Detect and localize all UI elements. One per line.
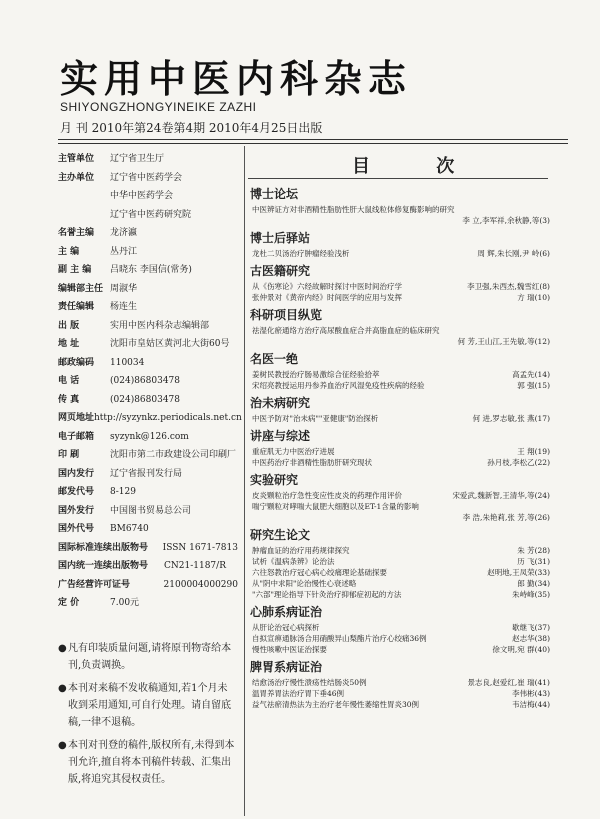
toc-section-heading: 博士论坛 <box>250 187 299 201</box>
toc-entry-author-page: 宋爱武,魏新智,王清华,等(24) <box>452 491 550 500</box>
toc-entry-title: 结愈汤治疗慢性溃疡性结肠炎50例 <box>252 678 367 687</box>
masthead-row <box>58 446 238 465</box>
masthead-row <box>58 483 238 502</box>
masthead <box>58 150 242 613</box>
toc-section-heading: 博士后驿站 <box>250 231 311 245</box>
bullet-icon: ● <box>58 643 67 654</box>
masthead-label: 邮发代号 <box>58 487 95 498</box>
toc-entry[interactable] <box>252 501 550 523</box>
toc-entry-title: 试析《温病条辨》论治法 <box>252 557 335 566</box>
masthead-value: 辽宁省报刊发行局 <box>110 468 183 479</box>
column-divider <box>244 146 245 816</box>
toc-entry-author-page: 赵志华(38) <box>512 634 550 643</box>
masthead-label: 国际标准连续出版物号 <box>58 542 149 553</box>
toc-entry[interactable] <box>252 622 550 633</box>
masthead-row <box>58 261 238 280</box>
masthead-label: 责任编辑 <box>58 302 95 313</box>
toc-entry-author-page: 韦洁梅(44) <box>512 700 550 709</box>
toc-entry-title: 张仲景对《黄帝内经》时间医学的应用与发挥 <box>252 293 402 302</box>
masthead-row <box>58 169 238 188</box>
toc-entry-author-page: 朱 芳(28) <box>517 546 550 555</box>
toc-entry-title: 自拟宣痹通脉汤合用硝酸异山梨酯片治疗心绞痛36例 <box>252 634 427 643</box>
toc-entry-title: 中医予防对"治未病""亚健康"防治探析 <box>252 414 379 423</box>
toc-entry[interactable] <box>252 281 550 292</box>
toc-entry-author-page: 高孟先(14) <box>512 370 550 379</box>
masthead-row <box>58 354 238 373</box>
toc-entry[interactable] <box>252 292 550 303</box>
toc-entry[interactable] <box>252 369 550 380</box>
toc-section-heading: 古医籍研究 <box>250 264 311 278</box>
masthead-label: 定 价 <box>58 598 80 609</box>
table-of-contents <box>250 182 550 710</box>
toc-entry-title: "六部"理论指导下针灸治疗抑郁症初起的方法 <box>252 590 402 599</box>
toc-entry-title: 皮炎颗粒治疗急性变应性皮炎的药理作用评价 <box>252 491 402 500</box>
masthead-value: (024)86803478 <box>110 394 181 405</box>
masthead-value: 吕晓东 李国信(常务) <box>110 265 192 276</box>
toc-entry[interactable] <box>252 688 550 699</box>
masthead-row <box>58 557 238 576</box>
toc-entry-author-page: 李卫强,朱西杰,魏雪红(8) <box>467 282 550 291</box>
masthead-label: 主 编 <box>58 246 80 257</box>
toc-entry-author-page: 周 辉,朱长刚,尹 岭(6) <box>477 249 550 258</box>
toc-entry[interactable] <box>252 457 550 468</box>
masthead-label: 网页地址 <box>58 413 95 424</box>
masthead-value: 实用中医内科杂志编辑部 <box>110 320 210 331</box>
toc-entry[interactable] <box>252 325 550 347</box>
toc-entry[interactable] <box>252 567 550 578</box>
toc-section-heading: 心肺系病证治 <box>250 605 323 619</box>
masthead-row <box>58 520 238 539</box>
masthead-value: 杨连生 <box>110 302 138 313</box>
toc-entry-author-page: 郭 强(15) <box>517 381 550 390</box>
toc-entry[interactable] <box>252 204 550 226</box>
masthead-label: 名誉主编 <box>58 228 95 239</box>
toc-entry-author-page: 王 翔(19) <box>517 447 550 456</box>
toc-section-heading: 科研项目纵览 <box>250 308 323 322</box>
notice-item <box>58 640 236 674</box>
toc-entry[interactable] <box>252 699 550 710</box>
masthead-label: 副 主 编 <box>58 265 92 276</box>
masthead-value: 辽宁省中医药研究院 <box>110 209 192 220</box>
notice-item <box>58 680 236 731</box>
bullet-icon: ● <box>58 740 67 751</box>
masthead-value: 中国图书贸易总公司 <box>110 505 192 516</box>
notice-text: 凡有印装质量问题,请将原刊物寄给本刊,负责调换。 <box>68 643 232 671</box>
masthead-value: 8-129 <box>110 487 136 498</box>
masthead-value: 7.00元 <box>110 598 140 609</box>
masthead-row <box>58 150 238 169</box>
masthead-row <box>58 317 238 336</box>
masthead-row <box>58 465 238 484</box>
notices <box>58 640 236 794</box>
masthead-row <box>58 409 242 428</box>
masthead-row <box>58 594 238 613</box>
toc-section-heading: 研究生论文 <box>250 528 311 542</box>
masthead-value: 沈阳市第二市政建设公司印刷厂 <box>110 450 237 461</box>
toc-entry-title: 慢性咳嗽中医证治探要 <box>252 645 327 654</box>
masthead-label: 主办单位 <box>58 172 95 183</box>
toc-entry-author-page: 郎 勤(34) <box>517 579 550 588</box>
masthead-value: 110034 <box>110 357 145 368</box>
masthead-value: 2100004000290 <box>163 579 238 590</box>
masthead-row <box>58 539 238 558</box>
toc-entry[interactable] <box>252 556 550 567</box>
masthead-value: 丛丹江 <box>110 246 138 257</box>
masthead-row <box>58 335 238 354</box>
toc-entry-author-page: 方 瑞(10) <box>517 293 550 302</box>
toc-entry-title: 重症肌无力中医治疗进展 <box>252 447 335 456</box>
journal-title: 实用中医内科杂志 <box>60 57 413 101</box>
masthead-label: 电子邮箱 <box>58 431 95 442</box>
toc-entry[interactable] <box>252 677 550 688</box>
masthead-value: ISSN 1671-7813 <box>162 542 238 553</box>
masthead-row <box>58 391 238 410</box>
masthead-value[interactable]: http://syzynkz.periodicals.net.cn <box>94 413 242 424</box>
toc-entry-title: 中医辨证方对非酒精性脂肪性肝大鼠线粒体修复酶影响的研究 <box>252 205 455 214</box>
bullet-icon: ● <box>58 683 67 694</box>
masthead-label: 主管单位 <box>58 154 95 165</box>
masthead-label: 国外发行 <box>58 505 95 516</box>
header-rule-top <box>58 139 568 140</box>
toc-entry-author-page: 赵明地,王凤荣(33) <box>487 568 550 577</box>
masthead-value[interactable]: syzynk@126.com <box>110 431 189 442</box>
toc-entry-author-page: 景志良,赵爱红,崔 瑞(41) <box>467 678 550 687</box>
issue-line: 月 刊 2010年第24卷第4期 2010年4月25日出版 <box>60 121 323 135</box>
notice-text: 本刊对刊登的稿件,版权所有,未得到本刊允许,擅自将本刊稿件转载、汇集出版,将追究其侵权责任。 <box>68 740 235 785</box>
toc-entry-author-page: 何 进,罗志敏,张 燕(17) <box>472 414 550 423</box>
toc-section-heading: 讲座与综述 <box>250 429 311 443</box>
masthead-row <box>58 187 238 206</box>
toc-section-heading: 实验研究 <box>250 473 299 487</box>
toc-section-heading: 治未病研究 <box>250 396 311 410</box>
toc-entry[interactable] <box>252 545 550 556</box>
masthead-row <box>58 298 238 317</box>
toc-entry-author-page: 历 飞(31) <box>517 557 550 566</box>
masthead-label: 电 话 <box>58 376 80 387</box>
toc-section-heading: 脾胃系病证治 <box>250 660 323 674</box>
journal-romanization: SHIYONGZHONGYINEIKE ZAZHI <box>60 100 257 114</box>
toc-entry-author-page: 李 立,李军祥,余秋静,等(3) <box>462 216 550 225</box>
toc-entry-author-page: 何 芳,王山江,王先敏,等(12) <box>457 337 550 346</box>
masthead-label: 国内发行 <box>58 468 95 479</box>
masthead-value: BM6740 <box>110 524 149 535</box>
toc-entry-author-page: 李 浩,朱艳莉,张 芳,等(26) <box>462 513 550 522</box>
masthead-label: 印 刷 <box>58 450 80 461</box>
masthead-value: 周淑华 <box>110 283 138 294</box>
toc-entry-author-page: 歇继飞(37) <box>512 623 550 632</box>
masthead-value: 沈阳市皇姑区黄河北大街60号 <box>110 339 230 350</box>
toc-entry-title: 姜树民教授治疗肠易激综合征经验拾萃 <box>252 370 380 379</box>
masthead-label: 出 版 <box>58 320 80 331</box>
masthead-row <box>58 243 238 262</box>
toc-entry-title: 从《伤寒论》六经故解时探讨中医时间治疗学 <box>252 282 402 291</box>
toc-entry[interactable] <box>252 248 550 259</box>
masthead-row <box>58 502 238 521</box>
toc-title-rule <box>248 178 548 179</box>
toc-entry-title: 肿瘤血证的治疗用药规律探究 <box>252 546 350 555</box>
toc-section-heading: 名医一绝 <box>250 352 299 366</box>
toc-entry-author-page: 徐文明,宛 群(40) <box>492 645 550 654</box>
toc-entry-author-page: 李伟彬(43) <box>512 689 550 698</box>
toc-entry-author-page: 孙月枝,李松乙(22) <box>487 458 550 467</box>
masthead-value: CN21-1187/R <box>164 561 226 572</box>
toc-entry[interactable] <box>252 413 550 424</box>
masthead-label: 国内统一连续出版物号 <box>58 561 149 572</box>
masthead-row <box>58 206 238 225</box>
masthead-label: 编辑部主任 <box>58 283 104 294</box>
masthead-label: 邮政编码 <box>58 357 95 368</box>
masthead-value: 辽宁省中医药学会 <box>110 172 183 183</box>
toc-entry[interactable] <box>252 578 550 589</box>
toc-entry-title: 从肝论治冠心病探析 <box>252 623 320 632</box>
masthead-label: 传 真 <box>58 394 80 405</box>
masthead-value: 中华中医药学会 <box>110 191 174 202</box>
masthead-label: 地 址 <box>58 339 80 350</box>
masthead-value: 龙济瀛 <box>110 228 138 239</box>
masthead-row <box>58 576 238 595</box>
masthead-label: 国外代号 <box>58 524 95 535</box>
toc-title: 目 次 <box>352 156 485 177</box>
toc-entry[interactable] <box>252 589 550 600</box>
toc-entry-title: 中医药治疗非酒精性脂肪肝研究现状 <box>252 458 372 467</box>
toc-entry-title: 祛湿化瘀通络方治疗高尿酸血症合并高脂血症的临床研究 <box>252 326 440 335</box>
toc-entry-title: 六往怒教治疗冠心病心绞痛理论基础探要 <box>252 568 387 577</box>
masthead-value: 辽宁省卫生厅 <box>110 154 165 165</box>
toc-entry-title: 喘宁颗粒对哮喘大鼠肥大细胞以及ET-1含量的影响 <box>252 502 419 511</box>
masthead-value: (024)86803478 <box>110 376 181 387</box>
toc-entry-title: 龙杜二贝汤治疗肿瘤经验浅析 <box>252 249 350 258</box>
notice-text: 本刊对来稿不发收稿通知,若1个月未收到采用通知,可自行处理。请自留底稿,一律不退稿。 <box>68 683 232 728</box>
masthead-label: 广告经营许可证号 <box>58 579 131 590</box>
toc-entry[interactable] <box>252 380 550 391</box>
toc-entry[interactable] <box>252 644 550 655</box>
toc-entry-title: 从"阴中求阳"论治慢性心衰述略 <box>252 579 357 588</box>
masthead-row <box>58 224 238 243</box>
toc-entry-title: 宋绍亮教授运用丹参养血治疗风湿免疫性疾病的经验 <box>252 381 425 390</box>
toc-entry[interactable] <box>252 633 550 644</box>
masthead-row <box>58 280 238 299</box>
toc-entry[interactable] <box>252 490 550 501</box>
masthead-row <box>58 428 238 447</box>
toc-entry-title: 温胃养胃法治疗胃下垂46例 <box>252 689 345 698</box>
toc-entry-title: 益气祛瘀清热法为主治疗老年慢性萎缩性胃炎30例 <box>252 700 420 709</box>
toc-entry[interactable] <box>252 446 550 457</box>
notice-item <box>58 737 236 788</box>
toc-entry-author-page: 朱峙峰(35) <box>512 590 550 599</box>
masthead-row <box>58 372 238 391</box>
header-rule-bottom <box>58 143 568 144</box>
